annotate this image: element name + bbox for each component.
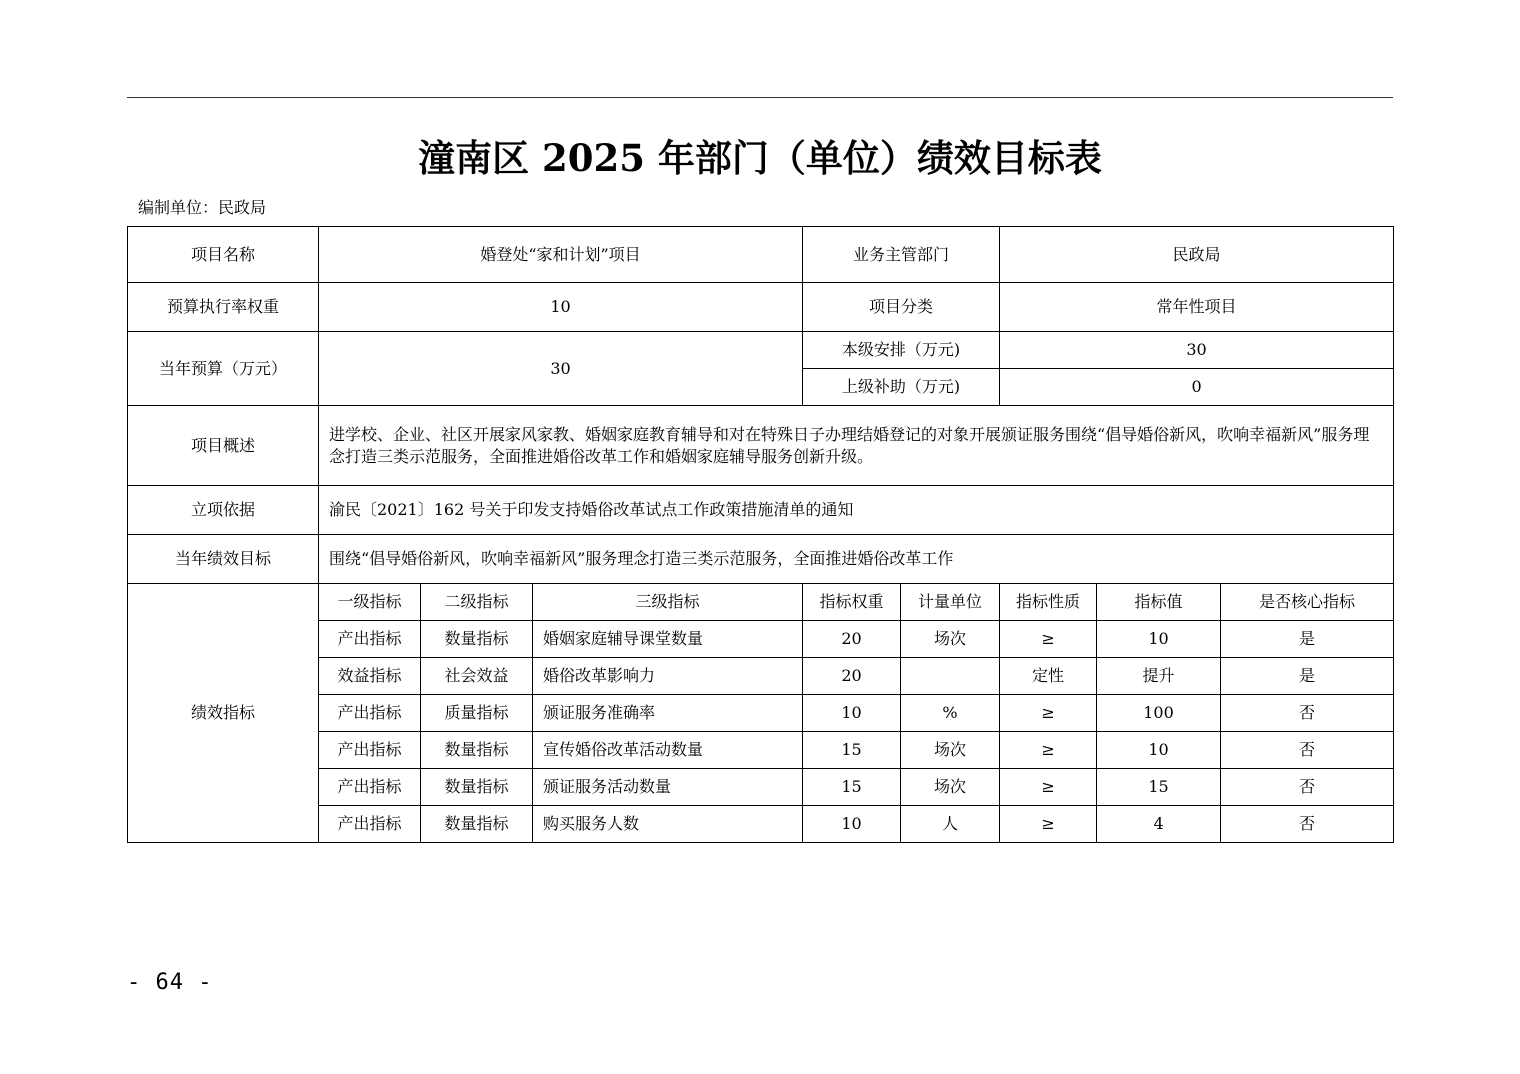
upper-subsidy-label: 上级补助（万元) xyxy=(803,369,1000,406)
weight-cell: 10 xyxy=(803,695,901,732)
level2-cell: 数量指标 xyxy=(421,806,533,843)
value-cell: 100 xyxy=(1097,695,1221,732)
overview-label: 项目概述 xyxy=(128,406,319,486)
dept-value: 民政局 xyxy=(1000,227,1394,283)
value-cell: 4 xyxy=(1097,806,1221,843)
header-unit: 计量单位 xyxy=(901,584,1000,621)
level3-cell: 婚姻家庭辅导课堂数量 xyxy=(533,621,803,658)
header-level2: 二级指标 xyxy=(421,584,533,621)
level3-cell: 宣传婚俗改革活动数量 xyxy=(533,732,803,769)
weight-cell: 20 xyxy=(803,621,901,658)
unit-cell: 场次 xyxy=(901,732,1000,769)
weight-cell: 15 xyxy=(803,769,901,806)
level1-cell: 效益指标 xyxy=(319,658,421,695)
value-cell: 10 xyxy=(1097,621,1221,658)
page-number: - 64 - xyxy=(127,970,213,995)
dept-label: 业务主管部门 xyxy=(803,227,1000,283)
goal-label: 当年绩效目标 xyxy=(128,535,319,584)
category-label: 项目分类 xyxy=(803,283,1000,332)
core-cell: 否 xyxy=(1221,695,1394,732)
budget-value: 30 xyxy=(319,332,803,406)
core-cell: 否 xyxy=(1221,769,1394,806)
nature-cell: 定性 xyxy=(1000,658,1097,695)
budget-label: 当年预算（万元） xyxy=(128,332,319,406)
level1-cell: 产出指标 xyxy=(319,769,421,806)
core-cell: 是 xyxy=(1221,658,1394,695)
performance-target-table xyxy=(127,226,1394,843)
compiling-unit-label: 编制单位： xyxy=(138,198,219,217)
compiling-unit xyxy=(138,197,266,219)
header-weight: 指标权重 xyxy=(803,584,901,621)
nature-cell: ≥ xyxy=(1000,769,1097,806)
level2-cell: 社会效益 xyxy=(421,658,533,695)
overview-text: 进学校、企业、社区开展家风家教、婚姻家庭教育辅导和对在特殊日子办理结婚登记的对象开展颁证服务围绕“倡导婚俗新风，吹响幸福新风”服务理念打造三类示范服务，全面推进婚俗改革工作和婚姻家庭辅导服务创新升级。 xyxy=(319,406,1394,486)
unit-cell: 人 xyxy=(901,806,1000,843)
weight-cell: 10 xyxy=(803,806,901,843)
goal-text: 围绕“倡导婚俗新风，吹响幸福新风”服务理念打造三类示范服务，全面推进婚俗改革工作 xyxy=(319,535,1394,584)
level3-cell: 婚俗改革影响力 xyxy=(533,658,803,695)
page-title: 潼南区 2025 年部门（单位）绩效目标表 xyxy=(418,136,1102,180)
value-cell: 10 xyxy=(1097,732,1221,769)
basis-label: 立项依据 xyxy=(128,486,319,535)
core-cell: 否 xyxy=(1221,732,1394,769)
header-level1: 一级指标 xyxy=(319,584,421,621)
value-cell: 15 xyxy=(1097,769,1221,806)
unit-cell: % xyxy=(901,695,1000,732)
level3-cell: 颁证服务活动数量 xyxy=(533,769,803,806)
level2-cell: 数量指标 xyxy=(421,732,533,769)
level3-cell: 颁证服务准确率 xyxy=(533,695,803,732)
table-row xyxy=(128,283,1394,332)
local-budget-value: 30 xyxy=(1000,332,1394,369)
header-core: 是否核心指标 xyxy=(1221,584,1394,621)
table-row xyxy=(128,227,1394,283)
nature-cell: ≥ xyxy=(1000,695,1097,732)
table-row xyxy=(128,406,1394,486)
table-row xyxy=(128,332,1394,369)
table-row xyxy=(128,535,1394,584)
level2-cell: 数量指标 xyxy=(421,621,533,658)
indicators-label: 绩效指标 xyxy=(128,584,319,843)
level1-cell: 产出指标 xyxy=(319,695,421,732)
category-value: 常年性项目 xyxy=(1000,283,1394,332)
project-name-label: 项目名称 xyxy=(128,227,319,283)
project-name-value: 婚登处“家和计划”项目 xyxy=(319,227,803,283)
header-nature: 指标性质 xyxy=(1000,584,1097,621)
indicator-header-row xyxy=(128,584,1394,621)
weight-value: 10 xyxy=(319,283,803,332)
nature-cell: ≥ xyxy=(1000,621,1097,658)
compiling-unit-value: 民政局 xyxy=(218,198,267,217)
unit-cell: 场次 xyxy=(901,621,1000,658)
weight-cell: 15 xyxy=(803,732,901,769)
nature-cell: ≥ xyxy=(1000,732,1097,769)
value-cell: 提升 xyxy=(1097,658,1221,695)
header-rule xyxy=(127,97,1393,98)
header-level3: 三级指标 xyxy=(533,584,803,621)
core-cell: 是 xyxy=(1221,621,1394,658)
weight-label: 预算执行率权重 xyxy=(128,283,319,332)
unit-cell: 场次 xyxy=(901,769,1000,806)
level1-cell: 产出指标 xyxy=(319,806,421,843)
unit-cell xyxy=(901,658,1000,695)
basis-text: 渝民〔2021〕162 号关于印发支持婚俗改革试点工作政策措施清单的通知 xyxy=(319,486,1394,535)
nature-cell: ≥ xyxy=(1000,806,1097,843)
level3-cell: 购买服务人数 xyxy=(533,806,803,843)
level2-cell: 数量指标 xyxy=(421,769,533,806)
weight-cell: 20 xyxy=(803,658,901,695)
table-row xyxy=(128,486,1394,535)
upper-subsidy-value: 0 xyxy=(1000,369,1394,406)
core-cell: 否 xyxy=(1221,806,1394,843)
local-budget-label: 本级安排（万元) xyxy=(803,332,1000,369)
level2-cell: 质量指标 xyxy=(421,695,533,732)
header-value: 指标值 xyxy=(1097,584,1221,621)
level1-cell: 产出指标 xyxy=(319,621,421,658)
level1-cell: 产出指标 xyxy=(319,732,421,769)
